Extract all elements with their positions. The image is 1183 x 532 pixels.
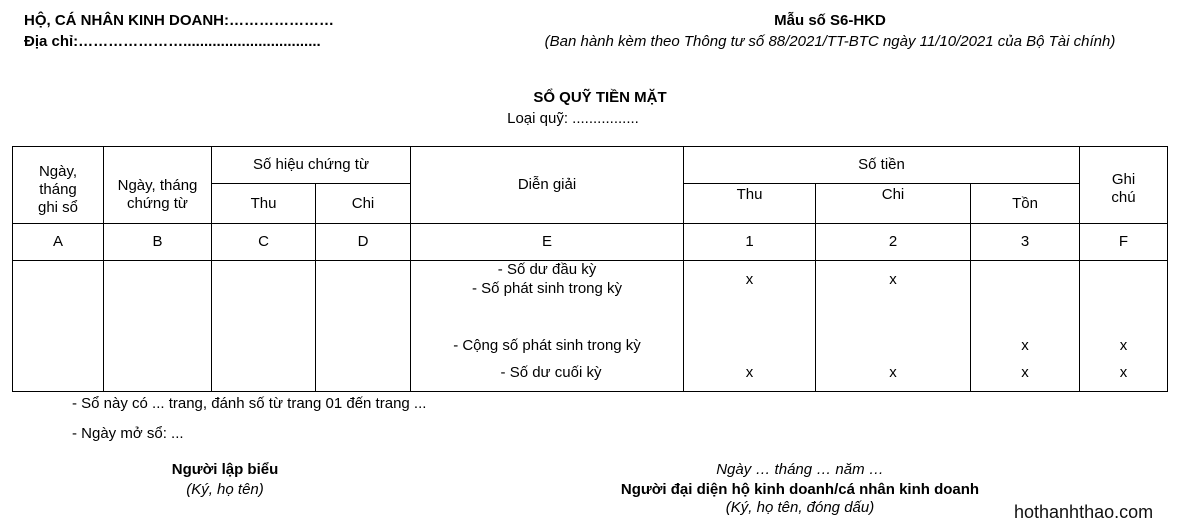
page-title: SỔ QUỸ TIỀN MẶT xyxy=(533,89,667,106)
mark-closing-receipt: x xyxy=(745,364,754,381)
code-cell: A xyxy=(13,224,104,261)
preparer-title: Người lập biểu xyxy=(171,461,279,478)
representative-title: Người đại diện hộ kinh doanh/cá nhân kinh doanh xyxy=(620,481,980,498)
note-label: Ghi chú xyxy=(1111,171,1136,206)
header-amount-receipt: Thu xyxy=(684,184,816,224)
header-note xyxy=(1080,147,1168,224)
code-cell: 1 xyxy=(684,224,816,261)
header-voucher-date xyxy=(104,147,212,224)
mark-opening-payment: x xyxy=(889,271,897,288)
header-amount: Số tiền xyxy=(684,147,1080,184)
form-code: Mẫu số S6-HKD xyxy=(774,12,886,29)
mark-opening-receipt: x xyxy=(745,271,754,288)
desc-closing-balance: - Số dư cuối kỳ xyxy=(500,364,602,381)
cash-ledger-table xyxy=(12,146,1168,392)
business-name-line: HỘ, CÁ NHÂN KINH DOANH:………………… xyxy=(24,12,334,29)
header-voucher-payment: Chi xyxy=(316,184,411,224)
code-cell: D xyxy=(316,224,411,261)
representative-sign-hint: (Ký, họ tên, đóng dấu) xyxy=(725,499,875,516)
body-cell-note xyxy=(1080,261,1168,392)
header-posting-date xyxy=(13,147,104,224)
voucher-date-label: Ngày, tháng chứng từ xyxy=(117,177,198,212)
body-cell-voucher-receipt xyxy=(212,261,316,392)
body-cell-description xyxy=(411,261,684,392)
form-legal-note: (Ban hành kèm theo Thông tư số 88/2021/TT-BTC ngày 11/10/2021 của Bộ Tài chính) xyxy=(544,33,1116,50)
code-cell: 3 xyxy=(971,224,1080,261)
address-line: Địa chỉ:…………………................................. xyxy=(24,33,321,50)
code-cell: C xyxy=(212,224,316,261)
code-cell: 2 xyxy=(816,224,971,261)
body-cell-amount-payment xyxy=(816,261,971,392)
header-voucher-receipt: Thu xyxy=(212,184,316,224)
open-date-note: - Ngày mở sổ: ... xyxy=(72,425,184,442)
desc-total-arising: - Cộng số phát sinh trong kỳ xyxy=(453,337,641,354)
body-cell-voucher-payment xyxy=(316,261,411,392)
mark-closing-balance: x xyxy=(1021,364,1029,381)
header-description: Diễn giải xyxy=(411,147,684,224)
posting-date-label: Ngày, tháng ghi sổ xyxy=(37,163,79,216)
mark-total-note: x xyxy=(1119,337,1128,354)
header-amount-balance: Tồn xyxy=(971,184,1080,224)
body-cell-posting-date xyxy=(13,261,104,392)
mark-closing-note: x xyxy=(1119,364,1128,381)
body-cell-amount-receipt xyxy=(684,261,816,392)
header-voucher-number: Số hiệu chứng từ xyxy=(212,147,411,184)
fund-type-line: Loại quỹ: ................ xyxy=(507,110,639,127)
signature-date-line: Ngày … tháng … năm … xyxy=(716,461,884,478)
page-count-note: - Sổ này có ... trang, đánh số từ trang 01 đến trang ... xyxy=(72,395,427,412)
mark-closing-payment: x xyxy=(889,364,897,381)
desc-arising: - Số phát sinh trong kỳ xyxy=(471,280,623,297)
site-watermark: hothanhthao.com xyxy=(1014,502,1154,522)
body-cell-voucher-date xyxy=(104,261,212,392)
desc-opening-balance: - Số dư đầu kỳ xyxy=(497,261,597,278)
code-cell: F xyxy=(1080,224,1168,261)
mark-total-balance: x xyxy=(1021,337,1029,354)
code-cell: E xyxy=(411,224,684,261)
body-cell-amount-balance xyxy=(971,261,1080,392)
preparer-sign-hint: (Ký, họ tên) xyxy=(186,481,264,498)
code-cell: B xyxy=(104,224,212,261)
header-amount-payment: Chi xyxy=(816,184,971,224)
